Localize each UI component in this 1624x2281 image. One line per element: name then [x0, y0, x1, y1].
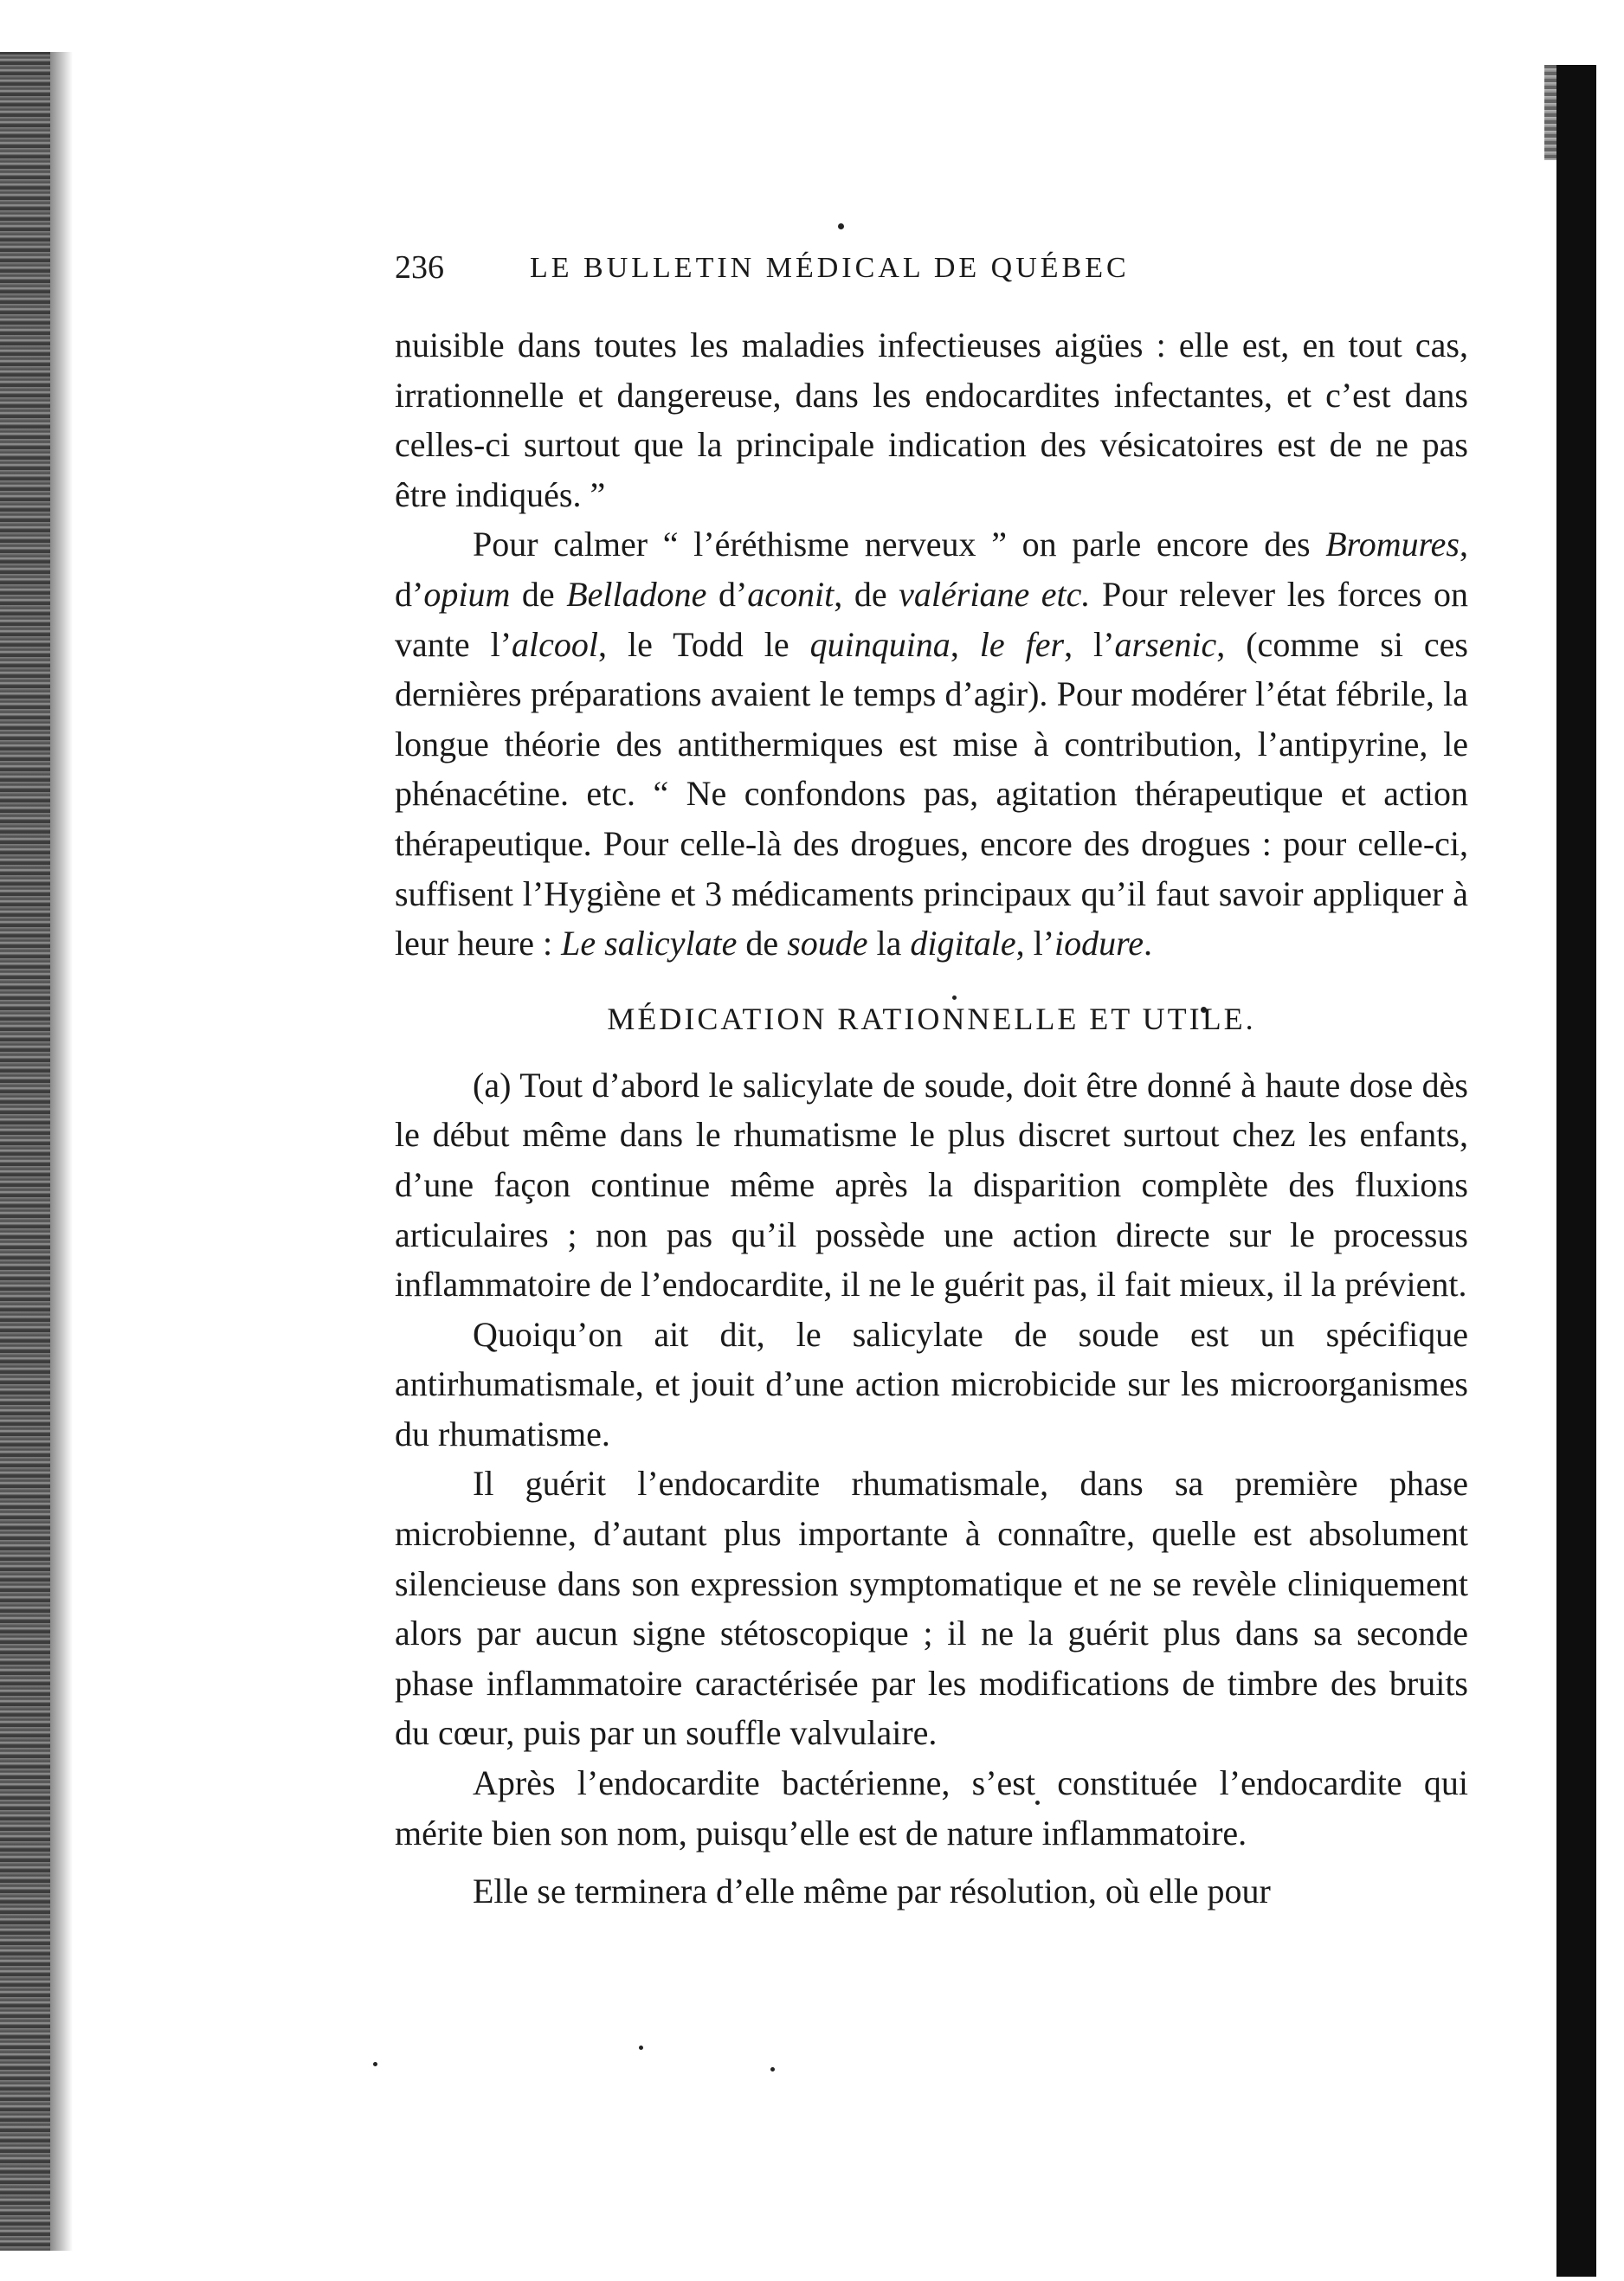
- paragraph-4: Quoiqu’on ait dit, le salicylate de soude est un spécifique antirhumatismale, et jouit d’une action microbicide sur les microorganismes du rhumatisme.: [395, 1314, 1468, 1453]
- scan-speck: [639, 2046, 643, 2050]
- scan-speck: [770, 2067, 775, 2072]
- paragraph-7: Elle se terminera d’elle même par résolution, où elle pour: [473, 1872, 1271, 1911]
- article-body: [395, 320, 1468, 1917]
- section-title: MÉDICATION RATIONNELLE ET UTILE.: [607, 1001, 1256, 1036]
- scan-binding-fade: [50, 52, 73, 2251]
- running-title: LE BULLETIN MÉDICAL DE QUÉBEC: [530, 252, 1130, 284]
- scan-speck: [838, 223, 844, 229]
- page-header: [395, 248, 1226, 292]
- scan-speck: [373, 2062, 377, 2066]
- scan-binding-shadow: [0, 52, 50, 2251]
- paragraph-3: (a) Tout d’abord le salicylate de soude, doit être donné à haute dose dès le début même dans le rhumatisme le plus discret surtout chez les enfants, d’une façon continue même après la disparition complète des fluxions articulaires ; non pas qu’il possède une action directe sur le processus inflammatoire de l’endocardite, il ne le guérit pas, il fait mieux, il la prévient.: [395, 1065, 1468, 1305]
- paragraph-1: nuisible dans toutes les maladies infectieuses aigües : elle est, en tout cas, irrationnelle et dangereuse, dans les endocardites infectantes, et c’est dans celles-ci surtout que la principale indication des vésicatoires est de ne pas être indiqués. ”: [395, 325, 1468, 514]
- scan-right-edge-noise: [1544, 65, 1556, 160]
- paragraph-5: Il guérit l’endocardite rhumatismale, dans sa première phase microbienne, d’autant plus importante à connaître, quelle est absolument silencieuse dans son expression symptomatique et ne se revèle cliniquement alors par aucun signe stétoscopique ; il ne la guérit plus dans sa seconde phase inflammatoire caractérisée par les modifications de timbre des bruits du cœur, puis par un souffle valvulaire.: [395, 1464, 1468, 1753]
- paragraph-6: Après l’endocardite bactérienne, s’est constituée l’endocardite qui mérite bien son nom, puisqu’elle est de nature inflammatoire.: [395, 1763, 1468, 1853]
- paragraph-2: Pour calmer “ l’éréthisme nerveux ” on parle encore des Bromures, d’opium de Belladone d’aconit, de valériane etc. Pour relever les forces on vante l’alcool, le Todd le quinquina, le fer, l’arsenic, (comme si ces dernières préparations avaient le temps d’agir). Pour modérer l’état fébrile, la longue théorie des antithermiques est mise à contribution, l’antipyrine, le phénacétine. etc. “ Ne confondons pas, agitation thérapeutique et action thérapeutique. Pour celle-là des drogues, encore des drogues : pour celle-ci, suffisent l’Hygiène et 3 médicaments principaux qu’il faut savoir appliquer à leur heure : Le salicylate de soude la digitale, l’iodure.: [395, 525, 1469, 963]
- page-number: 236: [395, 249, 444, 286]
- scan-right-edge-bar: [1556, 65, 1596, 2277]
